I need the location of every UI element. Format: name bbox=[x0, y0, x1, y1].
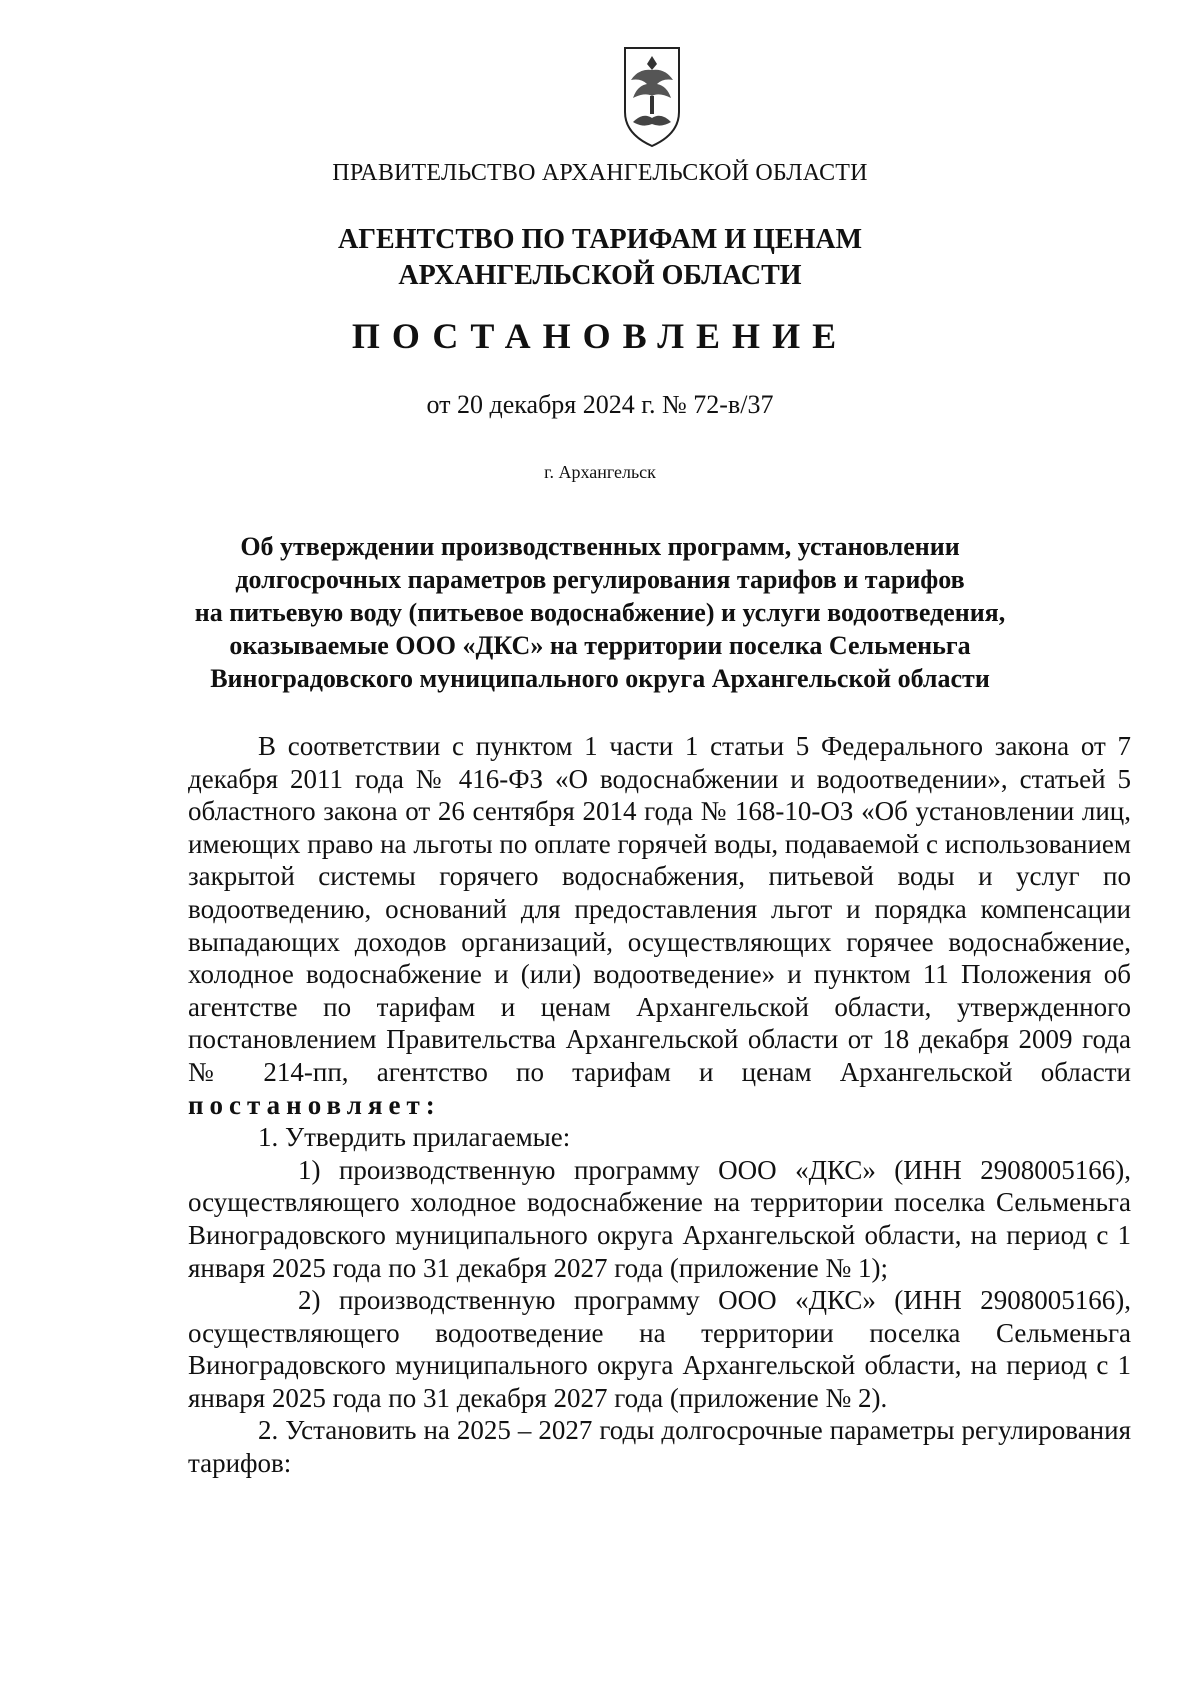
title-line: оказываемые ООО «ДКС» на территории поселка Сельменьга bbox=[229, 631, 971, 660]
agency-name-line: АГЕНТСТВО ПО ТАРИФАМ И ЦЕНАМ bbox=[337, 224, 863, 255]
document-date-number: от 20 декабря 2024 г. № 72-в/37 bbox=[426, 390, 774, 419]
list-item: 1. Утвердить прилагаемые: bbox=[258, 1122, 571, 1153]
preamble-text: В соответствии с пунктом 1 части 1 статьи 5 Федерального закона от 7 декабря 2011 года № 416-ФЗ «О водоснабжении и водоотведении», статьей 5 областного закона от 26 сентября 2014 года № 168-10-ОЗ «Об установлении лиц, имеющих право на льготы по оплате горячей воды, подаваемой с использованием закрытой системы горячего водоснабжения, питьевой воды и услуг по водоотведению, оснований для предоставления льгот и порядка компенсации выпадающих доходов организаций, осуществляющих горячее водоснабжение, холодное водоснабжение и (или) водоотведение» и пунктом 11 Положения об агентстве по тарифам и ценам Архангельской области, утвержденного постановлением Правительства Архангельской области от 18 декабря 2009 года № 214-пп, агентство по тарифам и ценам Архангельской области bbox=[188, 731, 1131, 1087]
preamble-paragraph bbox=[188, 730, 1131, 1121]
title-line: на питьевую воду (питьевое водоснабжение) и услуги водоотведения, bbox=[194, 598, 1006, 627]
government-name: ПРАВИТЕЛЬСТВО АРХАНГЕЛЬСКОЙ ОБЛАСТИ bbox=[332, 160, 868, 186]
coat-of-arms-icon bbox=[617, 42, 687, 150]
list-item: 1) производственную программу ООО «ДКС» (ИНН 2908005166), осуществляющего холодное водоснабжение на территории поселка Сельменьга Виноградовского муниципального округа Архангельской области, на период с 1 января 2025 года по 31 декабря 2027 года (приложение № 1); bbox=[188, 1154, 1131, 1283]
title-line: Об утверждении производственных программ, установлении bbox=[240, 532, 960, 561]
title-line: долгосрочных параметров регулирования тарифов и тарифов bbox=[235, 565, 965, 594]
document-title bbox=[0, 530, 1200, 695]
decree-word: постановляет bbox=[188, 1089, 426, 1120]
title-line: Виноградовского муниципального округа Архангельской области bbox=[210, 664, 990, 693]
document-type: ПОСТАНОВЛЕНИЕ bbox=[351, 316, 849, 356]
document-body bbox=[188, 730, 1131, 1480]
agency-name bbox=[0, 222, 1200, 294]
list-item: 2) производственную программу ООО «ДКС» (ИНН 2908005166), осуществляющего водоотведение на территории поселка Сельменьга Виноградовского муниципального округа Архангельской области, на период с 1 января 2025 года по 31 декабря 2027 года (приложение № 2). bbox=[188, 1285, 1131, 1413]
decree-colon: : bbox=[425, 1089, 435, 1120]
agency-name-line: АРХАНГЕЛЬСКОЙ ОБЛАСТИ bbox=[398, 260, 802, 291]
document-city: г. Архангельск bbox=[544, 462, 656, 482]
list-item: 2. Установить на 2025 – 2027 годы долгосрочные параметры регулирования тарифов: bbox=[188, 1415, 1131, 1479]
